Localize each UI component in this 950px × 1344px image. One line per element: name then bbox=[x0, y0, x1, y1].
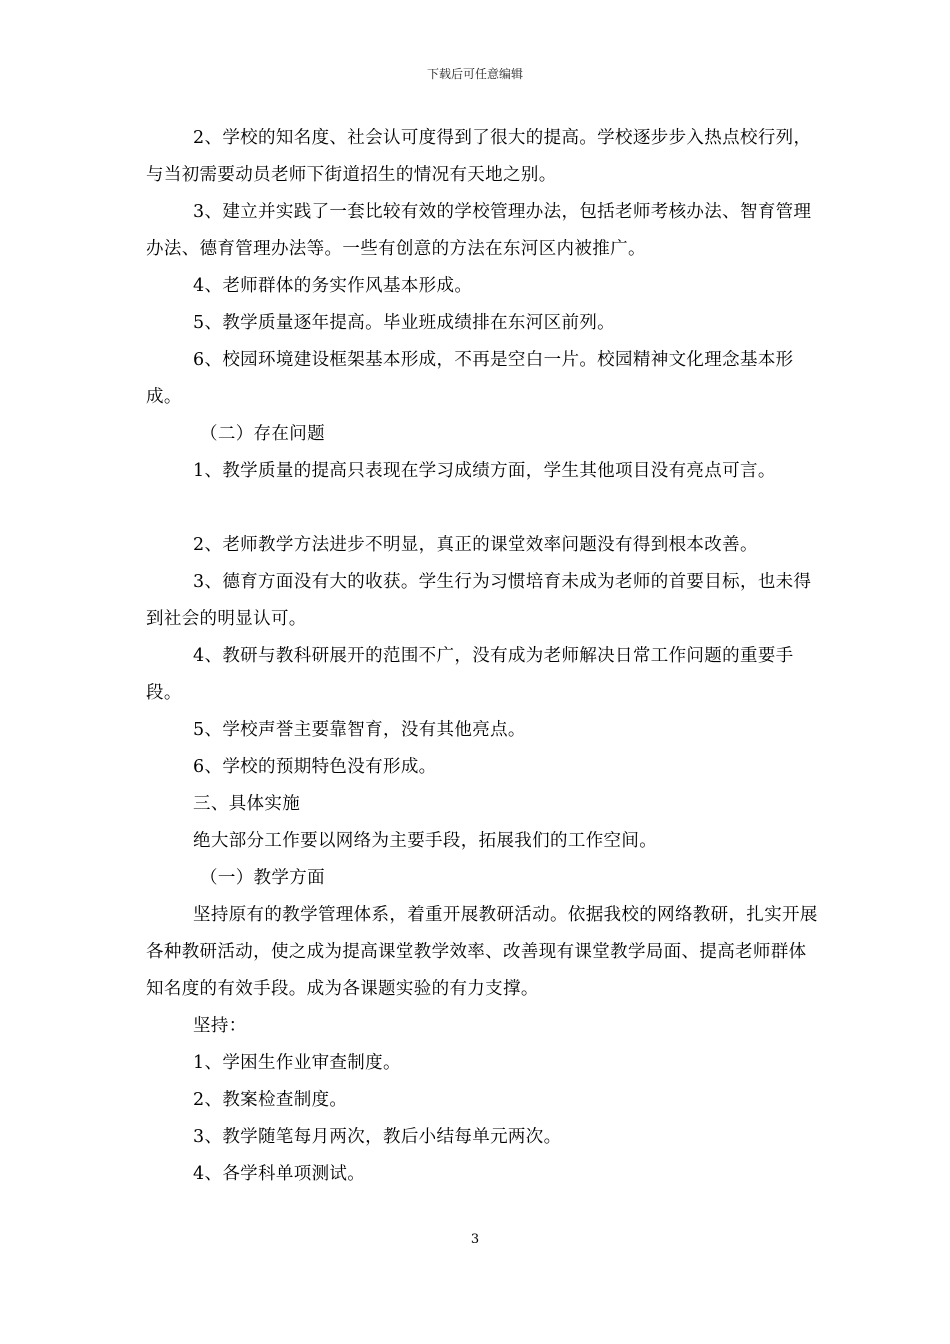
paragraph-achievement-2: 2、学校的知名度、社会认可度得到了很大的提高。学校逐步步入热点校行列，与当初需要动员老师下街道招生的情况有天地之别。 bbox=[146, 128, 812, 185]
list-item-teaching-notes: 3、教学随笔每月两次，教后小结每单元两次。 bbox=[193, 1127, 562, 1147]
paragraph-problem-1: 1、教学质量的提高只表现在学习成绩方面，学生其他项目没有亮点可言。 bbox=[193, 461, 776, 481]
paragraph-persist-label: 坚持： bbox=[193, 1016, 247, 1036]
paragraph-achievement-3: 3、建立并实践了一套比较有效的学校管理办法，包括老师考核办法、智育管理办法、德育管理办法等。一些有创意的方法在东河区内被推广。 bbox=[146, 202, 812, 259]
paragraph-problem-6: 6、学校的预期特色没有形成。 bbox=[193, 757, 437, 777]
document-body bbox=[146, 120, 818, 1193]
page-number: 3 bbox=[470, 1232, 480, 1247]
page-header: 下载后可任意编辑 bbox=[426, 67, 523, 81]
list-item-subject-tests: 4、各学科单项测试。 bbox=[193, 1164, 366, 1184]
section-heading-implementation: 三、具体实施 bbox=[193, 794, 301, 814]
paragraph-problem-3: 3、德育方面没有大的收获。学生行为习惯培育未成为老师的首要目标，也未得到社会的明显认可。 bbox=[146, 572, 812, 629]
paragraph-problem-5: 5、学校声誉主要靠智育，没有其他亮点。 bbox=[193, 720, 526, 740]
paragraph-teaching-system: 坚持原有的教学管理体系，着重开展教研活动。依据我校的网络教研，扎实开展各种教研活动，使之成为提高课堂教学效率、改善现有课堂教学局面、提高老师群体知名度的有效手段。成为各课题实验的有力支撑。 bbox=[146, 905, 818, 999]
section-heading-teaching: （一）教学方面 bbox=[200, 868, 325, 888]
paragraph-achievement-5: 5、教学质量逐年提高。毕业班成绩排在东河区前列。 bbox=[193, 313, 616, 333]
paragraph-implementation-intro: 绝大部分工作要以网络为主要手段，拓展我们的工作空间。 bbox=[193, 831, 658, 851]
paragraph-achievement-4: 4、老师群体的务实作风基本形成。 bbox=[193, 276, 473, 296]
paragraph-problem-4: 4、教研与教科研展开的范围不广，没有成为老师解决日常工作问题的重要手段。 bbox=[146, 646, 794, 703]
list-item-lesson-plan-check: 2、教案检查制度。 bbox=[193, 1090, 348, 1110]
paragraph-gap bbox=[146, 490, 818, 527]
section-heading-problems: （二）存在问题 bbox=[200, 424, 325, 444]
list-item-homework-review: 1、学困生作业审查制度。 bbox=[193, 1053, 401, 1073]
paragraph-problem-2: 2、老师教学方法进步不明显，真正的课堂效率问题没有得到根本改善。 bbox=[193, 535, 758, 555]
paragraph-achievement-6: 6、校园环境建设框架基本形成，不再是空白一片。校园精神文化理念基本形成。 bbox=[146, 350, 794, 407]
